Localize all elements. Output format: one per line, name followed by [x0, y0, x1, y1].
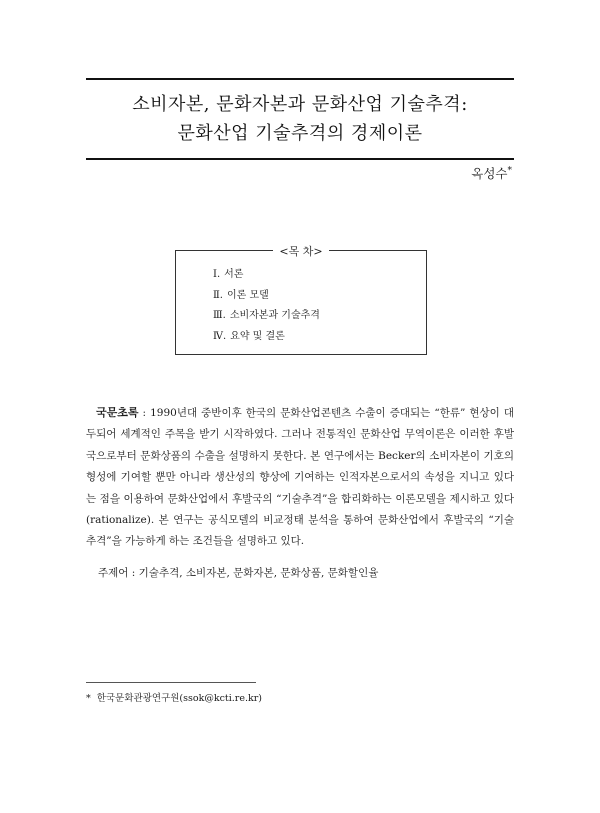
abstract-paragraph	[86, 402, 514, 553]
title-top-rule	[86, 78, 514, 80]
toc-heading-text: <목 차>	[273, 245, 328, 258]
paper-title-line-2: 문화산업 기술추격의 경제이론	[177, 123, 423, 144]
toc-item-label: 소비자본과 기술추격	[229, 310, 320, 321]
author-footnote-mark: *	[507, 165, 512, 176]
toc-item-number: Ⅲ.	[213, 310, 226, 321]
footnote	[86, 690, 262, 704]
toc-item	[213, 306, 320, 327]
toc-item	[213, 327, 320, 348]
toc-item-label: 서론	[224, 269, 244, 280]
paper-title-line-1: 소비자본, 문화자본과 문화산업 기술추격:	[132, 94, 468, 115]
keywords	[98, 565, 378, 580]
toc-item	[213, 286, 320, 307]
abstract-label: 국문초록	[96, 406, 139, 419]
keywords-text: 기술추격, 소비자본, 문화자본, 문화상품, 문화할인율	[138, 567, 379, 579]
title-bottom-rule	[86, 158, 514, 160]
toc-item-number: Ⅰ.	[213, 269, 221, 280]
toc-heading	[176, 243, 426, 259]
toc-item-number: Ⅳ.	[213, 330, 227, 342]
author-name-text: 옥성수	[471, 166, 508, 181]
table-of-contents	[175, 245, 427, 355]
abstract-separator: :	[138, 407, 151, 419]
toc-item-label: 요약 및 결론	[230, 330, 285, 342]
toc-item-label: 이론 모델	[226, 289, 269, 301]
toc-item-number: Ⅱ.	[213, 289, 223, 301]
keywords-label: 주제어 :	[98, 567, 139, 579]
footnote-mark: *	[86, 693, 91, 704]
toc-item	[213, 265, 320, 286]
abstract-text: 1990년대 중반이후 한국의 문화산업콘텐츠 수출이 증대되는 “한류” 현상이 대두되어 세계적인 주목을 받기 시작하였다. 그러나 전통적인 문화산업 무역이론은 이러한 후발국으로부터 문화상품의 수출을 설명하지 못한다. 본 연구에서는 Becker의 소비자본이 기호의 형성에 기여할 뿐만 아니라 생산성의 향상에 기여하는 인적자본으로서의 속성을 지니고 있다는 점을 이용하여 문화산업에서 후발국의 “기술추격”을 합리화하는 이론모델을 제시하고 있다(rationalize). 본 연구는 공식모델의 비교정태 분석을 통하여 문화산업에서 후발국의 “기술추격”을 가능하게 하는 조건들을 설명하고 있다.	[86, 407, 514, 548]
author-name	[471, 164, 512, 182]
footnote-divider	[86, 682, 256, 683]
footnote-text: 한국문화관광연구원(ssok@kcti.re.kr)	[96, 693, 262, 704]
toc-list	[213, 265, 320, 347]
